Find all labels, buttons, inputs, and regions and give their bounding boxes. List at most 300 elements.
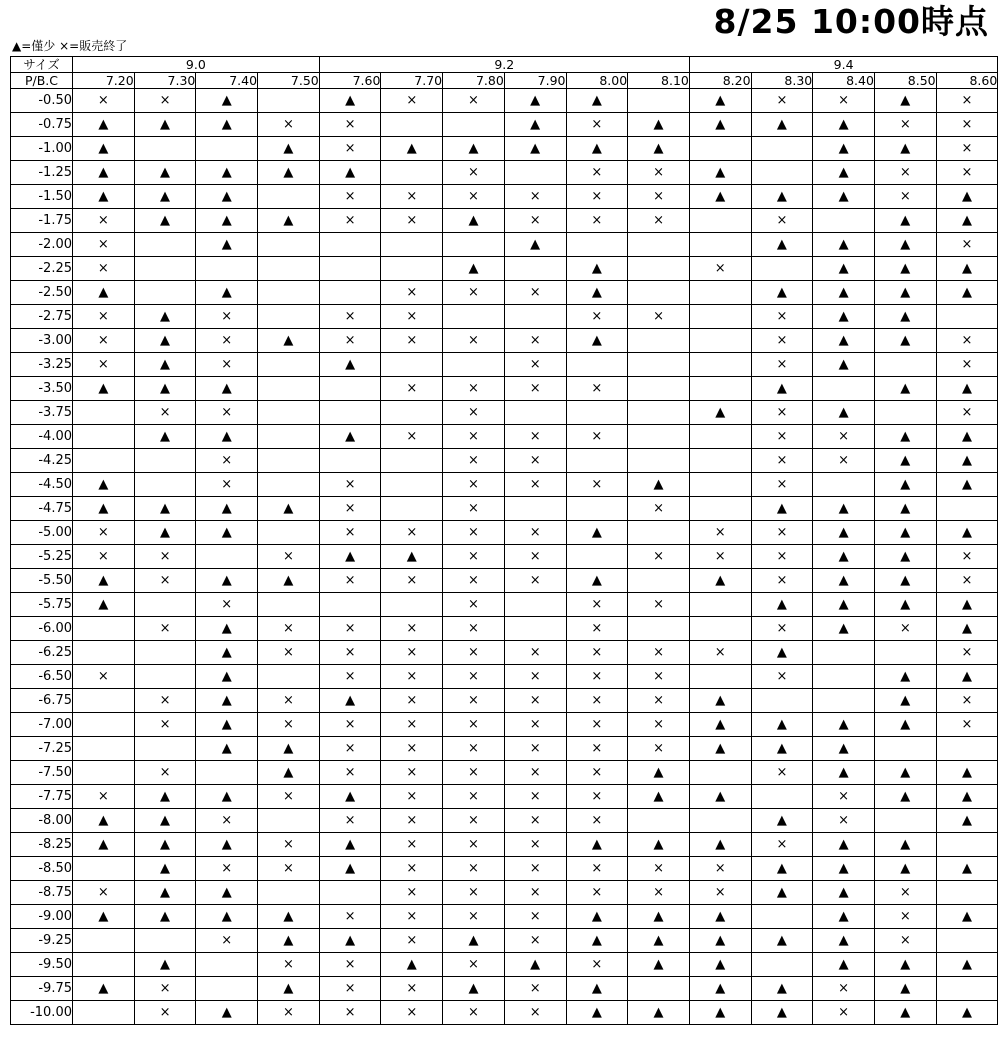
stock-cell: × [504, 521, 566, 545]
power-label: -7.50 [11, 761, 73, 785]
stock-cell [504, 257, 566, 281]
stock-cell: ▲ [566, 257, 628, 281]
stock-cell [73, 449, 135, 473]
stock-cell: × [443, 425, 505, 449]
stock-cell [258, 449, 320, 473]
stock-cell: × [936, 329, 998, 353]
stock-cell: ▲ [196, 209, 258, 233]
stock-cell: ▲ [874, 329, 936, 353]
table-row [11, 377, 998, 401]
stock-cell: ▲ [936, 761, 998, 785]
stock-cell: × [628, 209, 690, 233]
stock-cell: ▲ [689, 401, 751, 425]
table-row [11, 617, 998, 641]
legend: ▲=僅少 ×=販売終了 [12, 39, 128, 53]
stock-cell: ▲ [751, 377, 813, 401]
stock-cell: × [443, 473, 505, 497]
stock-cell: ▲ [874, 593, 936, 617]
stock-cell [628, 425, 690, 449]
power-label: -1.50 [11, 185, 73, 209]
stock-cell: × [134, 689, 196, 713]
stock-cell: × [813, 809, 875, 833]
stock-cell [258, 281, 320, 305]
base-curve-header: 7.40 [196, 73, 258, 89]
table-row [11, 737, 998, 761]
stock-cell: ▲ [874, 449, 936, 473]
table-row [11, 209, 998, 233]
stock-cell: ▲ [73, 833, 135, 857]
stock-cell: ▲ [134, 185, 196, 209]
stock-cell [134, 473, 196, 497]
stock-cell: × [936, 641, 998, 665]
stock-cell: ▲ [196, 641, 258, 665]
table-row [11, 281, 998, 305]
stock-cell: ▲ [936, 857, 998, 881]
stock-cell: ▲ [258, 569, 320, 593]
stock-cell [134, 137, 196, 161]
power-label: -2.00 [11, 233, 73, 257]
stock-cell: ▲ [319, 89, 381, 113]
power-label: -2.25 [11, 257, 73, 281]
stock-cell [751, 953, 813, 977]
power-label: -3.00 [11, 329, 73, 353]
stock-cell [73, 761, 135, 785]
stock-cell [381, 113, 443, 137]
stock-cell: × [134, 761, 196, 785]
stock-cell [689, 305, 751, 329]
stock-cell: × [504, 737, 566, 761]
stock-cell: ▲ [196, 521, 258, 545]
stock-cell [73, 857, 135, 881]
stock-cell: × [73, 881, 135, 905]
table-row [11, 905, 998, 929]
stock-cell: × [381, 881, 443, 905]
stock-cell: × [319, 329, 381, 353]
stock-cell: ▲ [874, 665, 936, 689]
power-label: -4.50 [11, 473, 73, 497]
stock-cell: ▲ [689, 737, 751, 761]
power-label: -0.50 [11, 89, 73, 113]
stock-cell: ▲ [936, 377, 998, 401]
stock-cell: ▲ [936, 473, 998, 497]
stock-cell: ▲ [628, 953, 690, 977]
stock-cell [381, 497, 443, 521]
stock-cell: × [443, 545, 505, 569]
stock-cell: × [751, 833, 813, 857]
stock-cell: ▲ [813, 617, 875, 641]
stock-cell: × [628, 713, 690, 737]
stock-cell: ▲ [73, 185, 135, 209]
stock-cell: × [381, 689, 443, 713]
stock-cell: × [936, 569, 998, 593]
stock-cell: ▲ [73, 137, 135, 161]
stock-cell: ▲ [196, 665, 258, 689]
stock-cell: ▲ [689, 833, 751, 857]
stock-cell: × [566, 593, 628, 617]
stock-cell: ▲ [751, 281, 813, 305]
power-label: -8.25 [11, 833, 73, 857]
stock-cell: × [443, 497, 505, 521]
stock-cell: ▲ [504, 89, 566, 113]
stock-cell [628, 569, 690, 593]
stock-cell: × [936, 113, 998, 137]
stock-cell: ▲ [566, 905, 628, 929]
table-row [11, 521, 998, 545]
stock-cell: ▲ [258, 161, 320, 185]
stock-cell: ▲ [813, 905, 875, 929]
stock-cell: × [504, 713, 566, 737]
stock-cell [443, 233, 505, 257]
table-row [11, 329, 998, 353]
stock-cell [381, 233, 443, 257]
stock-cell: × [134, 401, 196, 425]
stock-cell: ▲ [628, 761, 690, 785]
stock-cell: ▲ [443, 209, 505, 233]
stock-cell: × [628, 641, 690, 665]
stock-cell [134, 281, 196, 305]
stock-cell: × [628, 545, 690, 569]
stock-cell [504, 161, 566, 185]
power-label: -5.25 [11, 545, 73, 569]
stock-cell [628, 977, 690, 1001]
stock-cell: × [319, 497, 381, 521]
stock-cell: × [196, 809, 258, 833]
stock-cell: ▲ [196, 833, 258, 857]
stock-cell: × [319, 761, 381, 785]
stock-cell: ▲ [319, 689, 381, 713]
stock-cell: ▲ [936, 521, 998, 545]
stock-cell: ▲ [936, 809, 998, 833]
stock-cell: ▲ [936, 1001, 998, 1025]
table-row [11, 761, 998, 785]
stock-cell: × [319, 641, 381, 665]
stock-cell: × [504, 569, 566, 593]
stock-cell [813, 641, 875, 665]
stock-cell [258, 593, 320, 617]
stock-cell [628, 329, 690, 353]
stock-cell: × [751, 473, 813, 497]
power-label: -3.50 [11, 377, 73, 401]
stock-cell: × [134, 617, 196, 641]
stock-cell: ▲ [196, 881, 258, 905]
stock-cell [628, 89, 690, 113]
page-title: 8/25 10:00時点 [713, 2, 989, 41]
stock-cell: × [381, 857, 443, 881]
stock-cell [504, 617, 566, 641]
stock-cell: ▲ [381, 545, 443, 569]
stock-cell: × [689, 257, 751, 281]
stock-cell: × [319, 305, 381, 329]
stock-cell: ▲ [73, 281, 135, 305]
stock-cell: ▲ [258, 329, 320, 353]
stock-cell [258, 353, 320, 377]
stock-cell [936, 977, 998, 1001]
stock-cell: × [134, 569, 196, 593]
stock-cell: × [566, 953, 628, 977]
stock-cell: × [319, 665, 381, 689]
stock-cell: × [73, 233, 135, 257]
stock-cell: ▲ [319, 425, 381, 449]
stock-cell: ▲ [874, 833, 936, 857]
stock-cell: × [319, 953, 381, 977]
stock-cell [73, 617, 135, 641]
stock-cell: ▲ [874, 233, 936, 257]
power-label: -5.00 [11, 521, 73, 545]
stock-cell: × [566, 209, 628, 233]
stock-cell [751, 161, 813, 185]
stock-cell: ▲ [73, 473, 135, 497]
table-row [11, 881, 998, 905]
stock-cell: × [258, 833, 320, 857]
stock-cell: ▲ [504, 113, 566, 137]
stock-cell: ▲ [196, 713, 258, 737]
stock-cell [628, 617, 690, 641]
stock-cell: ▲ [566, 281, 628, 305]
stock-cell: ▲ [813, 113, 875, 137]
base-curve-header: 8.00 [566, 73, 628, 89]
power-label: -1.75 [11, 209, 73, 233]
stock-cell: ▲ [628, 833, 690, 857]
stock-cell: × [196, 593, 258, 617]
stock-cell: × [381, 929, 443, 953]
stock-cell: × [443, 329, 505, 353]
stock-cell [504, 401, 566, 425]
stock-cell: ▲ [813, 833, 875, 857]
stock-cell: ▲ [689, 161, 751, 185]
stock-cell: × [381, 209, 443, 233]
table-row [11, 713, 998, 737]
stock-cell: ▲ [73, 809, 135, 833]
stock-cell: ▲ [319, 785, 381, 809]
stock-cell: ▲ [813, 257, 875, 281]
stock-cell: ▲ [319, 857, 381, 881]
stock-cell: × [443, 665, 505, 689]
stock-cell [73, 689, 135, 713]
stock-cell: × [504, 449, 566, 473]
stock-cell: × [443, 641, 505, 665]
stock-cell: × [504, 377, 566, 401]
stock-cell: × [628, 737, 690, 761]
stock-cell: × [258, 641, 320, 665]
stock-cell: ▲ [874, 377, 936, 401]
table-row [11, 665, 998, 689]
stock-cell: ▲ [813, 233, 875, 257]
stock-cell [73, 425, 135, 449]
table-row [11, 689, 998, 713]
stock-cell: × [566, 641, 628, 665]
stock-cell: ▲ [73, 977, 135, 1001]
stock-cell: × [566, 425, 628, 449]
table-row [11, 593, 998, 617]
stock-cell: ▲ [258, 929, 320, 953]
power-label: -9.25 [11, 929, 73, 953]
stock-cell: ▲ [73, 569, 135, 593]
stock-cell: ▲ [874, 497, 936, 521]
stock-cell: ▲ [319, 161, 381, 185]
stock-cell: ▲ [134, 881, 196, 905]
table-row [11, 641, 998, 665]
stock-cell: ▲ [813, 545, 875, 569]
stock-cell: × [258, 689, 320, 713]
stock-cell: × [628, 305, 690, 329]
stock-cell [751, 905, 813, 929]
stock-cell [689, 761, 751, 785]
power-label: -1.25 [11, 161, 73, 185]
stock-cell: × [381, 665, 443, 689]
stock-cell: × [196, 401, 258, 425]
stock-cell: ▲ [258, 761, 320, 785]
stock-cell [134, 665, 196, 689]
stock-cell: ▲ [566, 569, 628, 593]
stock-cell [381, 401, 443, 425]
stock-cell: ▲ [504, 953, 566, 977]
base-curve-header: 7.50 [258, 73, 320, 89]
stock-cell: × [134, 713, 196, 737]
stock-cell: ▲ [813, 161, 875, 185]
stock-cell: ▲ [936, 665, 998, 689]
stock-cell [936, 881, 998, 905]
stock-cell: ▲ [874, 569, 936, 593]
stock-cell [381, 257, 443, 281]
stock-cell [381, 473, 443, 497]
stock-cell: × [813, 425, 875, 449]
stock-cell: × [504, 977, 566, 1001]
stock-cell: ▲ [874, 713, 936, 737]
stock-cell: ▲ [689, 905, 751, 929]
stock-cell: × [443, 785, 505, 809]
stock-cell: × [874, 161, 936, 185]
stock-cell: × [566, 473, 628, 497]
stock-cell: ▲ [689, 785, 751, 809]
stock-cell [689, 617, 751, 641]
stock-cell: ▲ [813, 329, 875, 353]
stock-cell: × [566, 737, 628, 761]
stock-cell: ▲ [628, 113, 690, 137]
stock-cell: × [504, 185, 566, 209]
stock-cell: × [566, 809, 628, 833]
stock-cell: ▲ [936, 905, 998, 929]
stock-cell: × [381, 737, 443, 761]
stock-cell: ▲ [874, 257, 936, 281]
stock-cell: ▲ [689, 1001, 751, 1025]
stock-cell: ▲ [813, 857, 875, 881]
stock-cell: × [504, 473, 566, 497]
base-curve-header: 7.80 [443, 73, 505, 89]
stock-cell: ▲ [751, 641, 813, 665]
stock-cell: × [196, 449, 258, 473]
stock-cell: × [319, 1001, 381, 1025]
stock-cell: ▲ [566, 89, 628, 113]
stock-cell: ▲ [443, 977, 505, 1001]
table-row [11, 977, 998, 1001]
table-row [11, 233, 998, 257]
stock-cell: × [751, 521, 813, 545]
stock-cell: ▲ [874, 305, 936, 329]
stock-cell: × [319, 209, 381, 233]
stock-cell: × [443, 857, 505, 881]
stock-cell: ▲ [196, 281, 258, 305]
stock-cell: ▲ [874, 281, 936, 305]
stock-cell: × [443, 833, 505, 857]
stock-cell: ▲ [936, 593, 998, 617]
stock-cell [874, 737, 936, 761]
stock-cell: ▲ [134, 305, 196, 329]
stock-cell: × [751, 401, 813, 425]
stock-cell: ▲ [813, 593, 875, 617]
stock-cell: ▲ [874, 521, 936, 545]
stock-cell [628, 233, 690, 257]
power-label: -2.50 [11, 281, 73, 305]
stock-cell: × [443, 185, 505, 209]
stock-cell [751, 689, 813, 713]
stock-cell: × [813, 449, 875, 473]
stock-cell [258, 401, 320, 425]
table-row [11, 1001, 998, 1025]
stock-cell [504, 497, 566, 521]
stock-cell: × [381, 785, 443, 809]
stock-cell: × [874, 617, 936, 641]
stock-cell: × [504, 833, 566, 857]
power-label: -3.75 [11, 401, 73, 425]
stock-cell: × [751, 353, 813, 377]
stock-cell [319, 593, 381, 617]
stock-cell: × [504, 641, 566, 665]
stock-cell: ▲ [258, 977, 320, 1001]
stock-cell: ▲ [936, 953, 998, 977]
stock-cell: × [319, 617, 381, 641]
stock-cell: × [258, 113, 320, 137]
stock-cell: × [319, 713, 381, 737]
stock-cell [689, 137, 751, 161]
stock-cell: × [196, 929, 258, 953]
stock-cell: ▲ [196, 377, 258, 401]
stock-cell: × [628, 881, 690, 905]
stock-cell [443, 305, 505, 329]
table-row [11, 569, 998, 593]
stock-cell [813, 209, 875, 233]
base-curve-header: 8.40 [813, 73, 875, 89]
stock-cell: × [874, 905, 936, 929]
stock-cell: ▲ [689, 953, 751, 977]
stock-cell [813, 689, 875, 713]
stock-cell: × [443, 689, 505, 713]
stock-cell: × [566, 713, 628, 737]
power-label: -4.25 [11, 449, 73, 473]
stock-cell: ▲ [936, 185, 998, 209]
stock-cell: × [751, 665, 813, 689]
stock-cell: × [73, 305, 135, 329]
stock-cell: ▲ [936, 281, 998, 305]
power-label: -0.75 [11, 113, 73, 137]
power-label: -7.00 [11, 713, 73, 737]
stock-cell: ▲ [874, 1001, 936, 1025]
stock-cell [936, 929, 998, 953]
stock-cell: ▲ [134, 809, 196, 833]
stock-cell [319, 257, 381, 281]
stock-cell: × [73, 329, 135, 353]
stock-cell: ▲ [813, 761, 875, 785]
stock-cell: × [566, 617, 628, 641]
stock-cell: × [443, 809, 505, 833]
stock-cell: ▲ [566, 521, 628, 545]
stock-cell [689, 473, 751, 497]
stock-cell: ▲ [319, 929, 381, 953]
stock-cell [258, 185, 320, 209]
stock-cell: × [813, 89, 875, 113]
stock-cell [628, 281, 690, 305]
stock-cell [689, 425, 751, 449]
base-curve-header: 7.90 [504, 73, 566, 89]
